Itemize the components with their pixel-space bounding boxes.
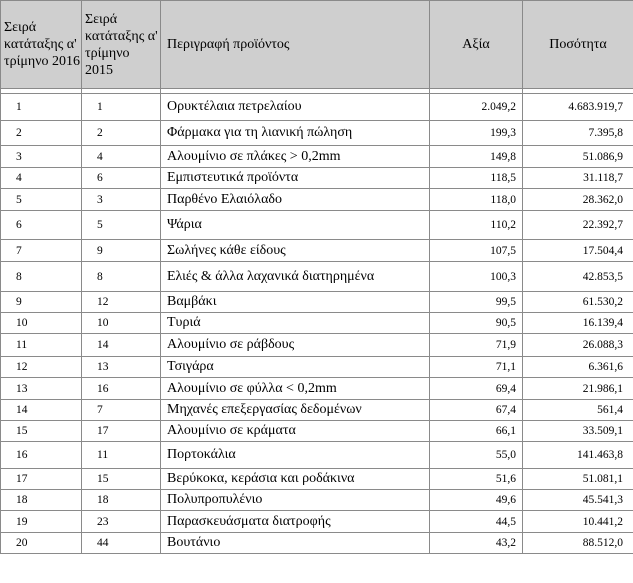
rank-2015-cell: 7 bbox=[82, 400, 161, 421]
table-body bbox=[1, 89, 633, 554]
header-rank-2015: Σειρά κατάταξης α' τρίμηνο 2015 bbox=[82, 1, 161, 89]
quantity-cell: 31.118,7 bbox=[523, 168, 633, 189]
rank-2015-cell: 13 bbox=[82, 357, 161, 378]
rank-2015-cell: 16 bbox=[82, 378, 161, 400]
quantity-cell: 561,4 bbox=[523, 400, 633, 421]
value-cell: 49,6 bbox=[430, 490, 523, 511]
table-row bbox=[1, 121, 633, 146]
description-cell: Αλουμίνιο σε κράματα bbox=[161, 421, 430, 442]
description-cell: Βερύκοκα, κεράσια και ροδάκινα bbox=[161, 469, 430, 490]
table-row bbox=[1, 442, 633, 469]
quantity-cell: 26.088,3 bbox=[523, 334, 633, 357]
description-cell: Εμπιστευτικά προϊόντα bbox=[161, 168, 430, 189]
quantity-cell: 22.392,7 bbox=[523, 211, 633, 240]
quantity-cell: 51.081,1 bbox=[523, 469, 633, 490]
description-cell: Παρασκευάσματα διατροφής bbox=[161, 511, 430, 533]
table-row bbox=[1, 490, 633, 511]
value-cell: 107,5 bbox=[430, 240, 523, 262]
quantity-cell: 4.683.919,7 bbox=[523, 94, 633, 121]
rank-2015-cell: 5 bbox=[82, 211, 161, 240]
rank-2015-cell: 3 bbox=[82, 189, 161, 211]
quantity-cell: 141.463,8 bbox=[523, 442, 633, 469]
table-row bbox=[1, 146, 633, 168]
rank-2015-cell: 10 bbox=[82, 313, 161, 334]
rank-2015-cell: 11 bbox=[82, 442, 161, 469]
rank-2015-cell: 18 bbox=[82, 490, 161, 511]
table-row bbox=[1, 334, 633, 357]
rank-2016-cell: 12 bbox=[1, 357, 82, 378]
rank-2015-cell: 17 bbox=[82, 421, 161, 442]
header-value: Αξία bbox=[430, 1, 523, 89]
quantity-cell: 51.086,9 bbox=[523, 146, 633, 168]
value-cell: 43,2 bbox=[430, 533, 523, 554]
table-row bbox=[1, 262, 633, 292]
rank-2016-cell: 5 bbox=[1, 189, 82, 211]
description-cell: Βουτάνιο bbox=[161, 533, 430, 554]
value-cell: 2.049,2 bbox=[430, 94, 523, 121]
rank-2016-cell: 16 bbox=[1, 442, 82, 469]
value-cell: 100,3 bbox=[430, 262, 523, 292]
value-cell: 69,4 bbox=[430, 378, 523, 400]
rank-2015-cell: 4 bbox=[82, 146, 161, 168]
rank-2015-cell: 14 bbox=[82, 334, 161, 357]
description-cell: Σωλήνες κάθε είδους bbox=[161, 240, 430, 262]
description-cell: Μηχανές επεξεργασίας δεδομένων bbox=[161, 400, 430, 421]
description-cell: Ελιές & άλλα λαχανικά διατηρημένα bbox=[161, 262, 430, 292]
rank-2016-cell: 6 bbox=[1, 211, 82, 240]
table-row bbox=[1, 400, 633, 421]
description-cell: Ορυκτέλαια πετρελαίου bbox=[161, 94, 430, 121]
quantity-cell: 16.139,4 bbox=[523, 313, 633, 334]
quantity-cell: 7.395,8 bbox=[523, 121, 633, 146]
value-cell: 44,5 bbox=[430, 511, 523, 533]
description-cell: Τσιγάρα bbox=[161, 357, 430, 378]
description-cell: Πολυπροπυλένιο bbox=[161, 490, 430, 511]
table-row bbox=[1, 94, 633, 121]
rank-2016-cell: 10 bbox=[1, 313, 82, 334]
rank-2016-cell: 7 bbox=[1, 240, 82, 262]
quantity-cell: 28.362,0 bbox=[523, 189, 633, 211]
table-row bbox=[1, 313, 633, 334]
table-row bbox=[1, 421, 633, 442]
table-row bbox=[1, 378, 633, 400]
table-row bbox=[1, 357, 633, 378]
rank-2016-cell: 20 bbox=[1, 533, 82, 554]
table-row bbox=[1, 240, 633, 262]
table-row bbox=[1, 469, 633, 490]
table-row bbox=[1, 168, 633, 189]
description-cell: Ψάρια bbox=[161, 211, 430, 240]
rank-2015-cell: 2 bbox=[82, 121, 161, 146]
description-cell: Αλουμίνιο σε ράβδους bbox=[161, 334, 430, 357]
value-cell: 149,8 bbox=[430, 146, 523, 168]
description-cell: Τυριά bbox=[161, 313, 430, 334]
rank-2015-cell: 8 bbox=[82, 262, 161, 292]
rank-2015-cell: 9 bbox=[82, 240, 161, 262]
rank-2015-cell: 1 bbox=[82, 94, 161, 121]
rank-2016-cell: 19 bbox=[1, 511, 82, 533]
rank-2016-cell: 2 bbox=[1, 121, 82, 146]
description-cell: Αλουμίνιο σε πλάκες > 0,2mm bbox=[161, 146, 430, 168]
table-row bbox=[1, 211, 633, 240]
description-cell: Αλουμίνιο σε φύλλα < 0,2mm bbox=[161, 378, 430, 400]
table-row bbox=[1, 189, 633, 211]
rank-2016-cell: 15 bbox=[1, 421, 82, 442]
value-cell: 118,0 bbox=[430, 189, 523, 211]
value-cell: 51,6 bbox=[430, 469, 523, 490]
description-cell: Πορτοκάλια bbox=[161, 442, 430, 469]
table-row bbox=[1, 533, 633, 554]
description-cell: Παρθένο Ελαιόλαδο bbox=[161, 189, 430, 211]
rank-2016-cell: 11 bbox=[1, 334, 82, 357]
rank-2015-cell: 23 bbox=[82, 511, 161, 533]
value-cell: 110,2 bbox=[430, 211, 523, 240]
header-description: Περιγραφή προϊόντος bbox=[161, 1, 430, 89]
quantity-cell: 6.361,6 bbox=[523, 357, 633, 378]
value-cell: 90,5 bbox=[430, 313, 523, 334]
quantity-cell: 42.853,5 bbox=[523, 262, 633, 292]
rank-2016-cell: 18 bbox=[1, 490, 82, 511]
rank-2015-cell: 6 bbox=[82, 168, 161, 189]
quantity-cell: 61.530,2 bbox=[523, 292, 633, 313]
value-cell: 118,5 bbox=[430, 168, 523, 189]
rank-2016-cell: 8 bbox=[1, 262, 82, 292]
value-cell: 199,3 bbox=[430, 121, 523, 146]
value-cell: 71,1 bbox=[430, 357, 523, 378]
value-cell: 67,4 bbox=[430, 400, 523, 421]
quantity-cell: 17.504,4 bbox=[523, 240, 633, 262]
rank-2016-cell: 13 bbox=[1, 378, 82, 400]
quantity-cell: 33.509,1 bbox=[523, 421, 633, 442]
rank-2016-cell: 9 bbox=[1, 292, 82, 313]
description-cell: Βαμβάκι bbox=[161, 292, 430, 313]
header-rank-2016: Σειρά κατάταξης α' τρίμηνο 2016 bbox=[1, 1, 82, 89]
table-header bbox=[1, 1, 633, 89]
quantity-cell: 21.986,1 bbox=[523, 378, 633, 400]
quantity-cell: 45.541,3 bbox=[523, 490, 633, 511]
rank-2016-cell: 14 bbox=[1, 400, 82, 421]
value-cell: 99,5 bbox=[430, 292, 523, 313]
rank-2016-cell: 17 bbox=[1, 469, 82, 490]
rank-2016-cell: 4 bbox=[1, 168, 82, 189]
rank-2015-cell: 44 bbox=[82, 533, 161, 554]
rank-2015-cell: 15 bbox=[82, 469, 161, 490]
rank-2016-cell: 3 bbox=[1, 146, 82, 168]
value-cell: 55,0 bbox=[430, 442, 523, 469]
value-cell: 71,9 bbox=[430, 334, 523, 357]
rank-2016-cell: 1 bbox=[1, 94, 82, 121]
quantity-cell: 88.512,0 bbox=[523, 533, 633, 554]
quantity-cell: 10.441,2 bbox=[523, 511, 633, 533]
description-cell: Φάρμακα για τη λιανική πώληση bbox=[161, 121, 430, 146]
value-cell: 66,1 bbox=[430, 421, 523, 442]
table-row bbox=[1, 292, 633, 313]
table-row bbox=[1, 511, 633, 533]
header-quantity: Ποσότητα bbox=[523, 1, 633, 89]
rank-2015-cell: 12 bbox=[82, 292, 161, 313]
